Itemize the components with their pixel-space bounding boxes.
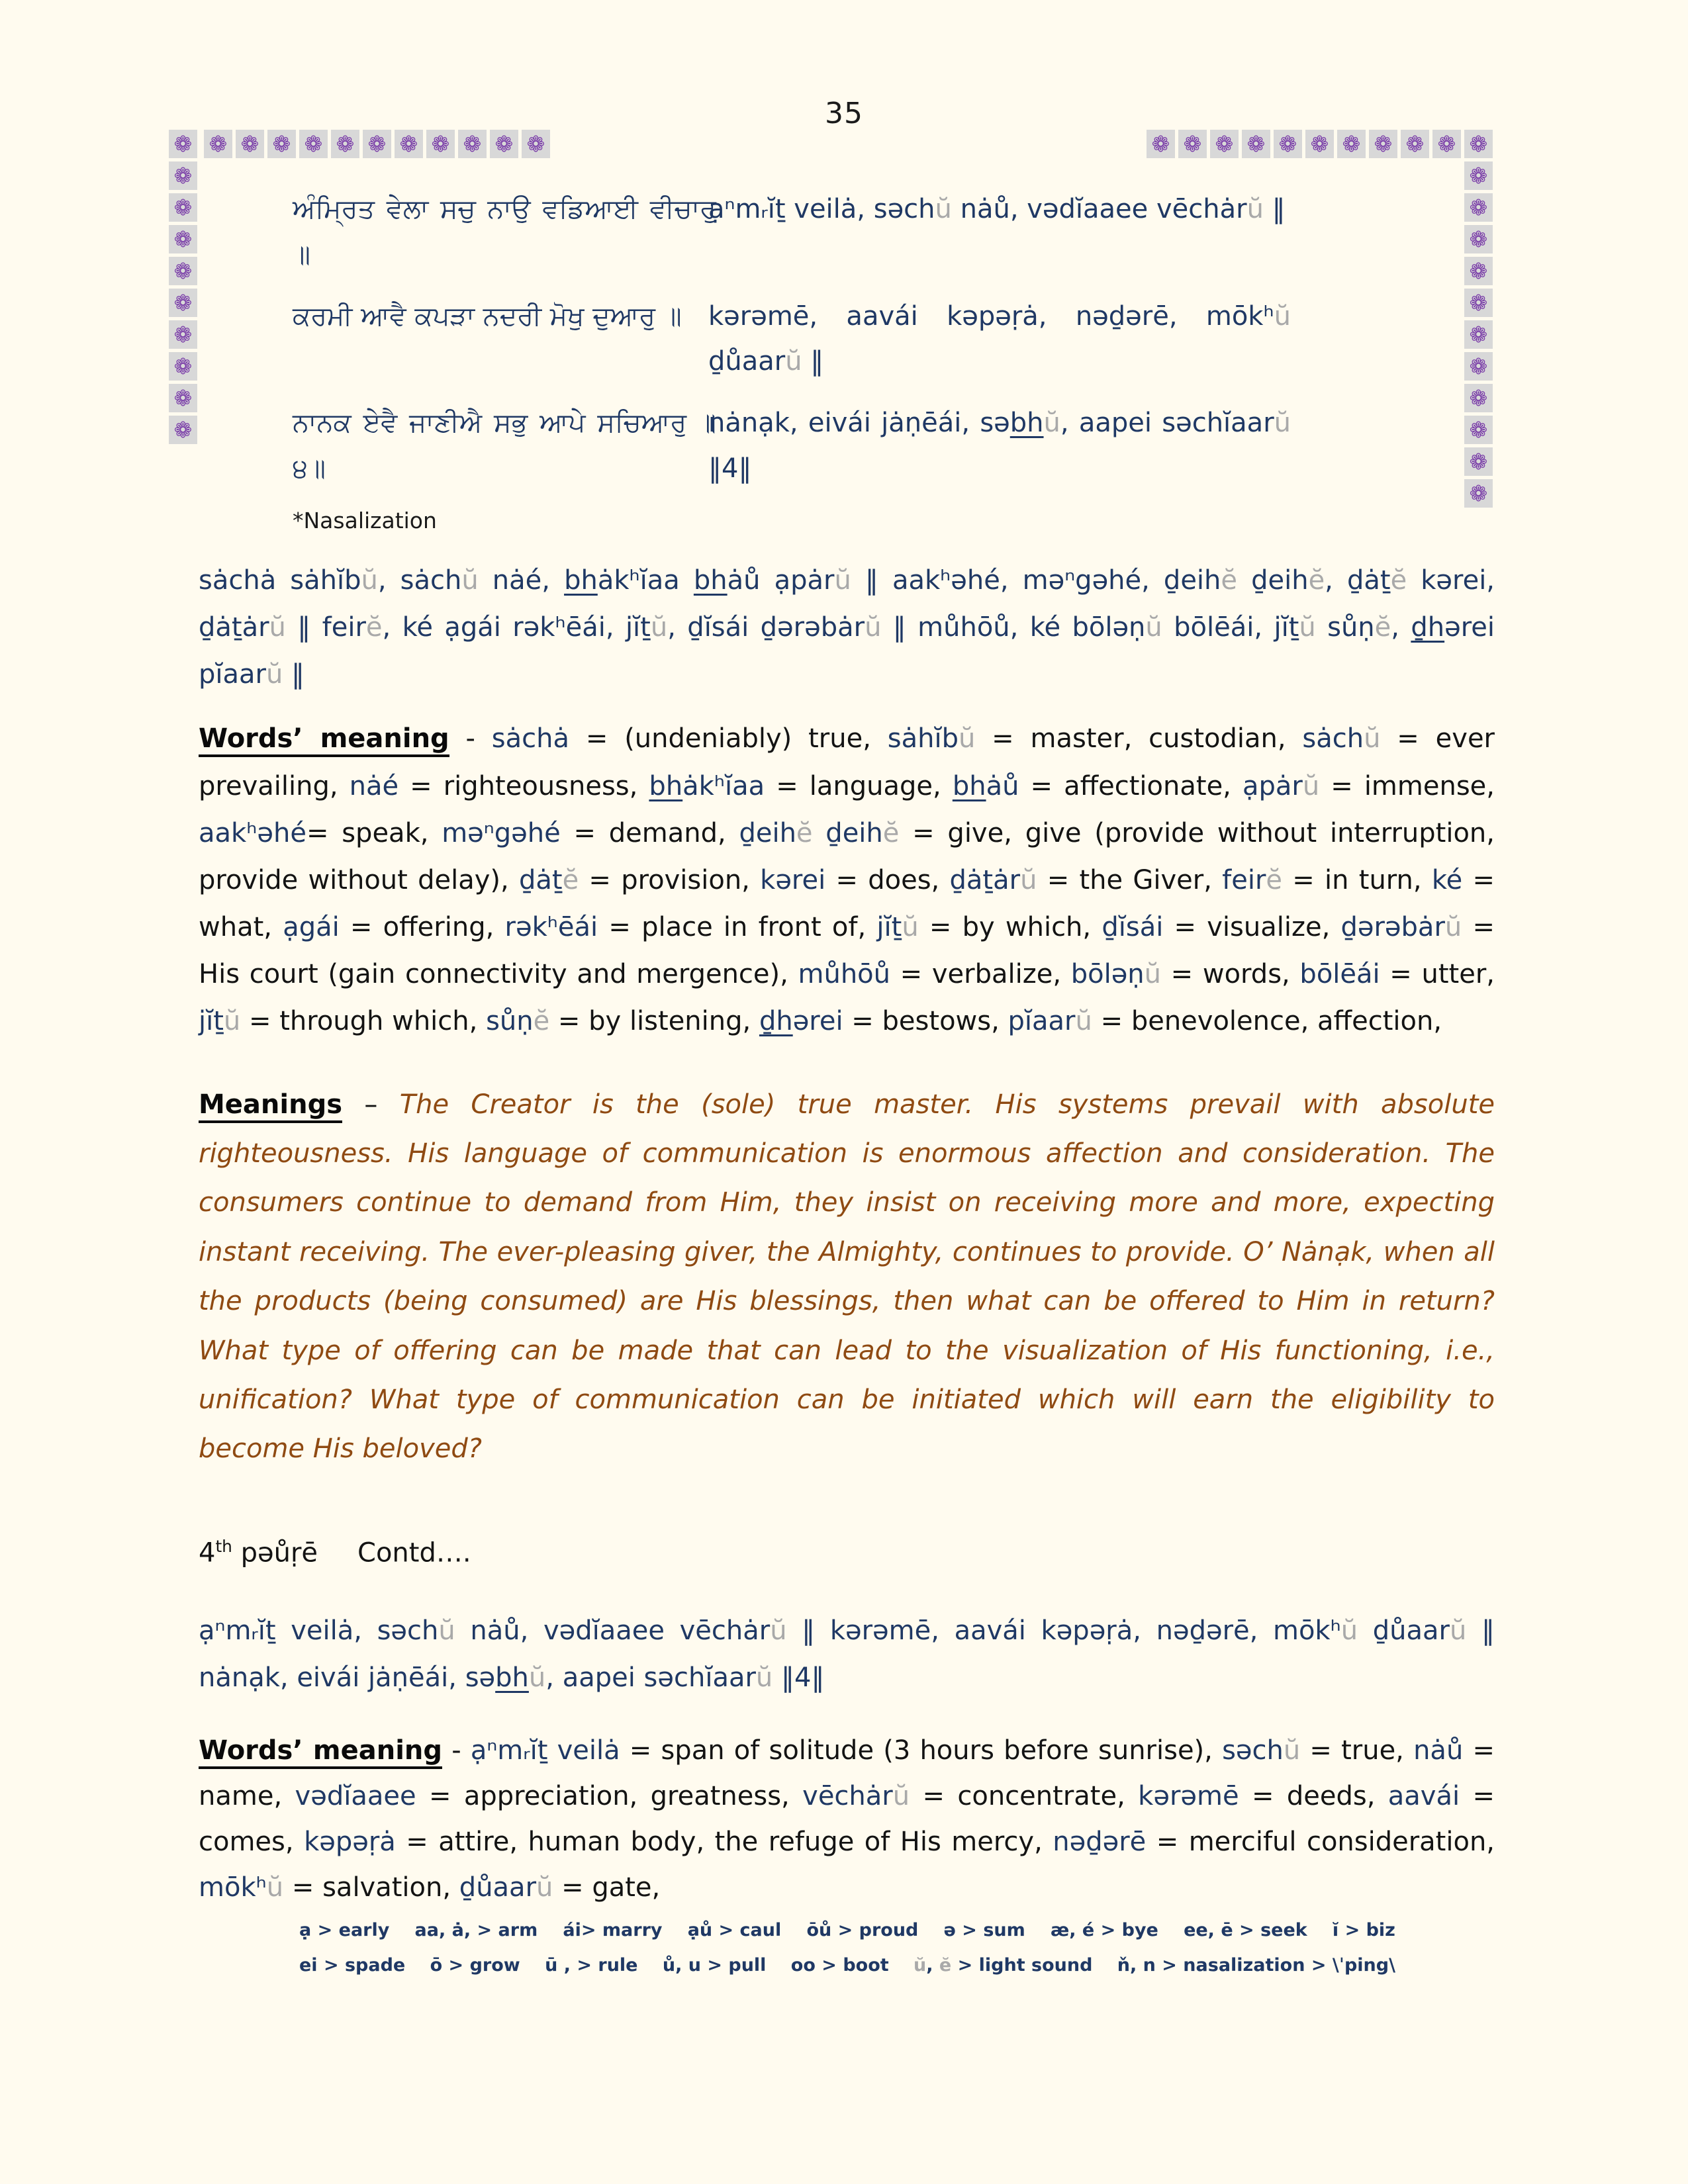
- flower-ornament-icon: ❁: [1464, 130, 1493, 158]
- text-segment: ạpȧrŭ: [1242, 770, 1320, 801]
- text-segment: = span of solitude (3 hours before sunrise),: [620, 1735, 1223, 1766]
- text-segment: ŭ, aapei səchĭaarŭ ‖4‖: [528, 1662, 825, 1694]
- text-segment: = place in front of,: [598, 912, 877, 943]
- page-number: 35: [825, 97, 863, 130]
- text-segment: nȧů: [1413, 1735, 1464, 1766]
- text-segment: məⁿgəhé: [442, 817, 561, 848]
- text-segment: bh: [1009, 408, 1044, 439]
- flower-ornament-icon: ❁: [1464, 416, 1493, 444]
- light-sound-char: ĕ: [939, 1954, 952, 1976]
- light-sound-char: ĕ: [365, 612, 383, 643]
- page-content: [199, 187, 1495, 1976]
- transliteration-verse: [708, 400, 1291, 492]
- light-sound-char: ŭ: [438, 1615, 455, 1647]
- legend-item: ạů > caul: [687, 1919, 782, 1940]
- text-segment: = benevolence, affection,: [1092, 1006, 1442, 1037]
- flower-ornament-icon: ❁: [1464, 193, 1493, 222]
- text-segment: = true,: [1300, 1735, 1414, 1766]
- text-segment: = provision,: [579, 864, 761, 895]
- light-sound-char: ŭ: [1274, 408, 1291, 439]
- text-segment: = salvation,: [283, 1872, 459, 1903]
- legend-item: ei > spade: [299, 1954, 406, 1976]
- light-sound-char: ĕ: [562, 864, 579, 895]
- text-segment: sȧhĭbŭ: [887, 723, 976, 754]
- text-segment: –: [342, 1089, 400, 1120]
- flower-ornament-icon: ❁: [458, 130, 487, 158]
- text-segment: -: [449, 723, 492, 754]
- legend-item: ů, u > pull: [662, 1954, 767, 1976]
- text-segment: ȧů ạpȧrŭ ‖ aakʰəhé, məⁿgəhé, ḏeihĕ ḏeihĕ, ḏȧṯĕ kərei, ḏȧṯȧrŭ ‖ feirĕ, ké ạgái rəkʰēái, jĭṯŭ, ḏĭsái ḏərəbȧrŭ ‖ můhōů, ké bōləṇŭ bōlēái, jĭṯŭ sůṇĕ,: [199, 565, 1495, 643]
- flower-ornament-icon: ❁: [169, 320, 197, 349]
- light-sound-char: ĕ: [1308, 565, 1325, 596]
- flower-ornament-icon: ❁: [363, 130, 391, 158]
- light-sound-char: ŭ: [1364, 723, 1381, 754]
- text-segment: vədĭaaee: [295, 1781, 416, 1812]
- text-segment: = does,: [825, 864, 950, 895]
- light-sound-char: ĕ: [1221, 565, 1238, 596]
- text-segment: = visualize,: [1163, 912, 1341, 943]
- text-segment: feirĕ: [1222, 864, 1283, 895]
- text-segment: -: [442, 1735, 471, 1766]
- text-segment: kəpəṛȧ: [304, 1827, 396, 1858]
- text-segment: = through which,: [240, 1006, 487, 1037]
- text-segment: = by which,: [918, 912, 1102, 943]
- text-segment: = utter,: [1380, 959, 1495, 990]
- text-segment: = merciful consideration,: [1146, 1827, 1495, 1858]
- text-segment: nȧnạk, eivái jȧṇēái, sə: [708, 408, 1010, 439]
- legend-item: ái> marry: [563, 1919, 663, 1940]
- section-heading: Meanings: [199, 1089, 342, 1123]
- legend-item: ạ > early: [299, 1919, 390, 1940]
- light-sound-char: ŭ: [223, 1006, 241, 1037]
- legend-item: oo > boot: [790, 1954, 889, 1976]
- legend-item: aa, ȧ, > arm: [414, 1919, 538, 1940]
- text-segment: = the Giver,: [1037, 864, 1223, 895]
- flower-ornament-icon: ❁: [1401, 130, 1429, 158]
- light-sound-char: ŭ: [650, 612, 668, 643]
- transliteration-verse: [708, 187, 1291, 278]
- text-segment: = attire, human body, the refuge of His mercy,: [395, 1827, 1053, 1858]
- text-segment: sȧchŭ: [1302, 723, 1381, 754]
- light-sound-char: ŭ: [1246, 194, 1264, 224]
- verse-row: [199, 294, 1495, 385]
- flower-ornament-icon: ❁: [1274, 130, 1302, 158]
- text-segment: ḏĭsái: [1102, 912, 1164, 943]
- text-segment: sȧchȧ: [491, 723, 570, 754]
- ornament-border-left: [169, 130, 197, 444]
- flower-ornament-icon: ❁: [169, 416, 197, 444]
- verse-row: [199, 187, 1495, 278]
- nasalization-note: *Nasalization: [293, 507, 437, 533]
- legend-item: ō > grow: [430, 1954, 520, 1976]
- text-segment: vēchȧrŭ: [802, 1781, 910, 1812]
- text-segment: jĭṯŭ: [876, 912, 919, 943]
- text-segment: = (undeniably) true,: [569, 723, 888, 754]
- text-segment: ạgái: [283, 912, 340, 943]
- light-sound-char: ŭ: [755, 1662, 773, 1694]
- light-sound-char: ĕ: [796, 817, 813, 848]
- text-segment: nəḏərē: [1053, 1827, 1147, 1858]
- text-segment: ḏərəbȧrŭ: [1340, 912, 1462, 943]
- text-segment: ạⁿmᵣĭṯ veilȧ, səchŭ nȧů, vədĭaaee vēchȧrŭ ‖: [708, 194, 1286, 224]
- text-segment: mōkʰŭ: [199, 1872, 284, 1903]
- light-sound-char: ŭ: [785, 346, 802, 377]
- text-segment: kərəmē: [1138, 1781, 1239, 1812]
- verse-row: [199, 400, 1495, 492]
- text-segment: ké: [1431, 864, 1463, 895]
- flower-ornament-icon: ❁: [169, 257, 197, 285]
- pronunciation-legend-row-1: [199, 1920, 1495, 1940]
- text-segment: rəkʰēái: [504, 912, 598, 943]
- text-segment: jĭṯŭ: [199, 1006, 241, 1037]
- text-segment: = give, give (provide without interruption, provide without delay),: [199, 817, 1495, 895]
- light-sound-char: ŭ: [1020, 864, 1037, 895]
- flower-ornament-icon: ❁: [1464, 161, 1493, 190]
- flower-ornament-icon: ❁: [1464, 384, 1493, 412]
- gurmukhi-verse: ਕਰਮੀ ਆਵੈ ਕਪੜਾ ਨਦਰੀ ਮੋਖੁ ਦੁਆਰੁ ॥: [293, 300, 682, 332]
- text-segment: sůṇĕ: [486, 1006, 550, 1037]
- text-segment: bh: [564, 565, 598, 596]
- light-sound-char: ŭ: [266, 1872, 284, 1903]
- legend-item: ee, ē > seek: [1184, 1919, 1307, 1940]
- text-segment: = comes,: [199, 1781, 1495, 1858]
- flower-ornament-icon: ❁: [169, 225, 197, 253]
- legend-item: ə > sum: [943, 1919, 1025, 1940]
- flower-ornament-icon: ❁: [1464, 289, 1493, 317]
- flower-ornament-icon: ❁: [299, 130, 328, 158]
- shabad-transliteration: [199, 557, 1495, 699]
- flower-ornament-icon: ❁: [1464, 352, 1493, 381]
- text-segment: = language,: [765, 770, 953, 801]
- pauri-title: pəůṛē: [232, 1537, 318, 1569]
- text-segment: bh: [952, 770, 986, 801]
- legend-item: ň, n > nasalization > \ˈping\: [1117, 1954, 1395, 1976]
- flower-ornament-icon: ❁: [522, 130, 550, 158]
- text-segment: bōlēái: [1299, 959, 1380, 990]
- text-segment: ḏh: [1411, 612, 1445, 643]
- pronunciation-legend-row-2: [199, 1955, 1495, 1976]
- text-segment: = speak,: [306, 817, 442, 848]
- legend-item: ŭ, ĕ > light sound: [914, 1954, 1093, 1976]
- flower-ornament-icon: ❁: [395, 130, 423, 158]
- text-segment: = by listening,: [549, 1006, 759, 1037]
- shabad-transliteration-2: [199, 1608, 1495, 1702]
- text-segment: = master, custodian,: [975, 723, 1303, 754]
- light-sound-char: ŭ: [834, 565, 851, 596]
- text-segment: bōləṇŭ: [1070, 959, 1162, 990]
- flower-ornament-icon: ❁: [331, 130, 359, 158]
- text-segment: ȧkʰĭaa: [682, 770, 765, 801]
- light-sound-char: ŭ: [958, 723, 976, 754]
- flower-ornament-icon: ❁: [1464, 320, 1493, 349]
- text-segment: = demand,: [560, 817, 739, 848]
- section-heading: Words’ meaning: [199, 723, 449, 757]
- flower-ornament-icon: ❁: [1305, 130, 1334, 158]
- flower-ornament-icon: ❁: [169, 130, 197, 158]
- text-segment: = immense,: [1319, 770, 1495, 801]
- text-segment: ŭ, aapei səchĭaarŭ ‖4‖: [708, 408, 1291, 484]
- text-segment: = affectionate,: [1019, 770, 1243, 801]
- flower-ornament-icon: ❁: [1337, 130, 1366, 158]
- ornament-border-top-left: [204, 130, 550, 158]
- text-segment: = gate,: [553, 1872, 661, 1903]
- light-sound-char: ŭ: [1299, 612, 1316, 643]
- text-segment: nȧé: [349, 770, 399, 801]
- text-segment: = ever prevailing,: [199, 723, 1495, 801]
- light-sound-char: ŭ: [914, 1954, 927, 1976]
- light-sound-char: ŭ: [902, 912, 919, 943]
- flower-ornament-icon: ❁: [1432, 130, 1461, 158]
- text-segment: ḏȧṯȧrŭ: [949, 864, 1037, 895]
- legend-item: ĭ > biz: [1332, 1919, 1395, 1940]
- text-segment: aavái: [1387, 1781, 1460, 1812]
- text-segment: ȧů: [986, 770, 1019, 801]
- light-sound-char: ŭ: [1075, 1006, 1092, 1037]
- gurmukhi-verse: ਅੰਮ੍ਰਿਤ ਵੇਲਾ ਸਚੁ ਨਾਉ ਵਡਿਆਈ ਵੀਚਾਰੁ ॥: [293, 194, 716, 270]
- text-segment: səchŭ: [1222, 1735, 1301, 1766]
- light-sound-char: ŭ: [461, 565, 479, 596]
- light-sound-char: ŭ: [1444, 912, 1462, 943]
- text-segment: můhōů: [798, 959, 891, 990]
- flower-ornament-icon: ❁: [169, 289, 197, 317]
- light-sound-char: ŭ: [1283, 1735, 1301, 1766]
- light-sound-char: ĕ: [1374, 612, 1391, 643]
- text-segment: ȧkʰĭaa: [597, 565, 694, 596]
- text-segment: = name,: [199, 1735, 1495, 1812]
- meanings-paragraph: [199, 1080, 1495, 1474]
- text-segment: ḏh: [759, 1006, 793, 1037]
- legend-item: ū , > rule: [545, 1954, 638, 1976]
- words-meaning-2: [199, 1728, 1495, 1910]
- light-sound-char: ŭ: [1144, 959, 1162, 990]
- flower-ornament-icon: ❁: [1464, 447, 1493, 476]
- text-segment: = verbalize,: [890, 959, 1071, 990]
- text-segment: = words,: [1161, 959, 1300, 990]
- flower-ornament-icon: ❁: [1242, 130, 1270, 158]
- flower-ornament-icon: ❁: [169, 193, 197, 222]
- flower-ornament-icon: ❁: [236, 130, 264, 158]
- flower-ornament-icon: ❁: [1464, 257, 1493, 285]
- light-sound-char: ŭ: [536, 1872, 553, 1903]
- light-sound-char: ŭ: [265, 659, 283, 690]
- text-segment: ạⁿmᵣĭṯ veilȧ, səchŭ nȧů, vədĭaaee vēchȧrŭ ‖ kərəmē, aavái kəpəṛȧ, nəḏərē, mōkʰŭ ḏůaarŭ ‖ nȧnạk, eivái jȧṇēái, sə: [199, 1615, 1495, 1694]
- pauri-heading: [199, 1537, 1495, 1568]
- light-sound-char: ŭ: [770, 1615, 787, 1647]
- text-segment: = what,: [199, 864, 1495, 943]
- text-segment: = concentrate,: [910, 1781, 1139, 1812]
- pauri-contd: Contd….: [357, 1537, 471, 1569]
- text-segment: = righteousness,: [399, 770, 649, 801]
- section-heading: Words’ meaning: [199, 1735, 442, 1769]
- gurmukhi-verse: ਨਾਨਕ ਏਵੈ ਜਾਣੀਐ ਸਭੁ ਆਪੇ ਸਚਿਆਰੁ ॥੪॥: [293, 408, 716, 484]
- flower-ornament-icon: ❁: [204, 130, 232, 158]
- light-sound-char: ŭ: [1302, 770, 1320, 801]
- flower-ornament-icon: ❁: [1464, 479, 1493, 508]
- text-segment: bh: [693, 565, 727, 596]
- legend-item: ōů > proud: [806, 1919, 919, 1940]
- light-sound-char: ĕ: [533, 1006, 550, 1037]
- flower-ornament-icon: ❁: [169, 384, 197, 412]
- ornament-border-top-right: [1147, 130, 1461, 158]
- light-sound-char: ŭ: [269, 612, 286, 643]
- pauri-number: 4: [199, 1537, 216, 1569]
- flower-ornament-icon: ❁: [1178, 130, 1207, 158]
- text-segment: = appreciation, greatness,: [416, 1781, 803, 1812]
- light-sound-char: ĕ: [882, 817, 900, 848]
- light-sound-char: ŭ: [361, 565, 378, 596]
- flower-ornament-icon: ❁: [169, 161, 197, 190]
- flower-ornament-icon: ❁: [1147, 130, 1175, 158]
- text-segment: bh: [495, 1662, 529, 1694]
- light-sound-char: ŭ: [1340, 1615, 1358, 1647]
- text-segment: = offering,: [339, 912, 505, 943]
- light-sound-char: ŭ: [865, 612, 882, 643]
- light-sound-char: ĕ: [1266, 864, 1283, 895]
- light-sound-char: ĕ: [1390, 565, 1407, 596]
- text-segment: = in turn,: [1282, 864, 1432, 895]
- flower-ornament-icon: ❁: [267, 130, 296, 158]
- text-segment: ḏeihĕ ḏeihĕ: [739, 817, 900, 848]
- pauri-ordinal-suffix: th: [215, 1536, 232, 1556]
- light-sound-char: ŭ: [935, 194, 952, 224]
- text-segment: pĭaarŭ: [1008, 1006, 1092, 1037]
- light-sound-char: ŭ: [1449, 1615, 1467, 1647]
- legend-item: æ, é > bye: [1050, 1919, 1158, 1940]
- light-sound-char: ŭ: [1274, 300, 1291, 332]
- light-sound-char: ŭ: [528, 1662, 546, 1694]
- transliteration-verse: [708, 294, 1291, 385]
- text-segment: kərəmē, aavái kəpəṛȧ, nəḏərē, mōkʰŭ ḏůaarŭ ‖: [708, 300, 1291, 377]
- flower-ornament-icon: ❁: [490, 130, 518, 158]
- flower-ornament-icon: ❁: [426, 130, 455, 158]
- text-segment: bh: [649, 770, 683, 801]
- text-segment: ərei pĭaarŭ ‖: [199, 612, 1495, 690]
- flower-ornament-icon: ❁: [1210, 130, 1239, 158]
- text-segment: = deeds,: [1239, 1781, 1388, 1812]
- text-segment: aakʰəhé: [199, 817, 306, 848]
- text-segment: ərei: [792, 1006, 843, 1037]
- text-segment: ạⁿmᵣĭṯ veilȧ: [470, 1735, 620, 1766]
- light-sound-char: ŭ: [892, 1781, 910, 1812]
- text-segment: kərei: [760, 864, 826, 895]
- light-sound-char: ŭ: [1043, 408, 1060, 439]
- text-segment: ḏůaarŭ: [459, 1872, 553, 1903]
- verse-section: [199, 187, 1495, 492]
- text-segment: sȧchȧ sȧhĭbŭ, sȧchŭ nȧé,: [199, 565, 565, 596]
- text-segment: ḏȧṯĕ: [518, 864, 579, 895]
- flower-ornament-icon: ❁: [169, 352, 197, 381]
- text-segment: The Creator is the (sole) true master. His systems prevail with absolute righteousness. His language of communication is enormous affection and consideration. The consumers continue to demand from Him, they insist on receiving more and more, expecting instant receiving. The ever-pleasing giver, the Almighty, continues to provide. O’ Nȧnạk, when all the products (being consumed) are His blessings, then what can be offered to Him in return? What type of offering can be made that can lead to the visualization of His functioning, i.e., unification? What type of communication can be initiated which will earn the eligibility to become His beloved?: [199, 1089, 1495, 1465]
- light-sound-char: ŭ: [1145, 612, 1162, 643]
- flower-ornament-icon: ❁: [1369, 130, 1397, 158]
- text-segment: = His court (gain connectivity and mergence),: [199, 912, 1495, 990]
- words-meaning-1: [199, 715, 1495, 1045]
- flower-ornament-icon: ❁: [1464, 225, 1493, 253]
- text-segment: = bestows,: [843, 1006, 1008, 1037]
